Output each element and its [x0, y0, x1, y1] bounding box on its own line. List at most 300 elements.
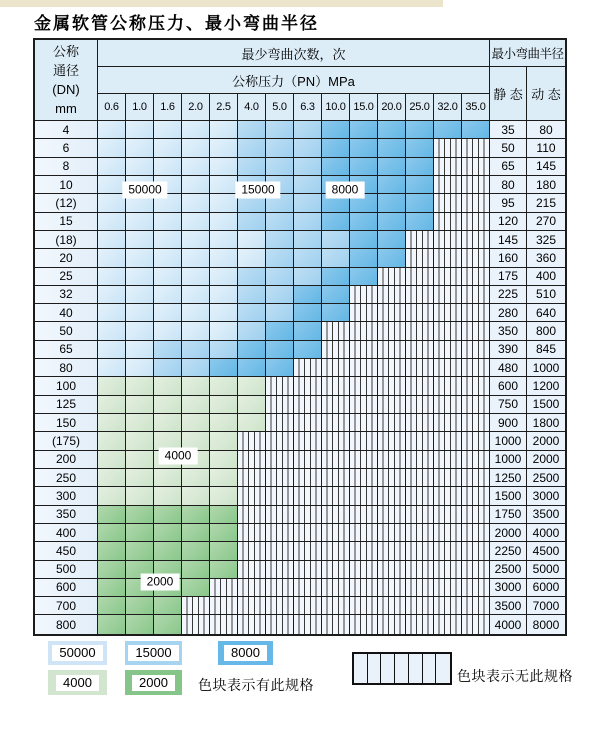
table-row [35, 451, 565, 469]
spec-cell-8000 [294, 286, 322, 304]
no-spec-cell [462, 286, 490, 304]
spec-cell-4000 [210, 396, 238, 414]
spec-cell-8000 [378, 158, 406, 176]
spec-cell-15000 [210, 341, 238, 359]
spec-cell-50000 [182, 322, 210, 340]
dn-cell: 40 [35, 304, 98, 322]
no-spec-cell [182, 597, 210, 615]
dn-cell: 200 [35, 451, 98, 469]
no-spec-cell [406, 322, 434, 340]
dynamic-radius-cell: 7000 [527, 597, 565, 615]
no-spec-cell [322, 542, 350, 560]
spec-cell-50000 [210, 176, 238, 194]
pressure-column-header: 4.0 [238, 94, 266, 121]
pressure-column-header: 0.6 [98, 94, 126, 121]
dynamic-radius-cell: 1000 [527, 359, 565, 377]
pressure-column-header: 2.0 [182, 94, 210, 121]
no-spec-cell [462, 377, 490, 395]
pressure-column-header: 35.0 [462, 94, 490, 121]
no-spec-cell [266, 579, 294, 597]
spec-cell-50000 [154, 231, 182, 249]
spec-cell-4000 [238, 414, 266, 432]
spec-cell-2000 [98, 561, 126, 579]
no-spec-cell [462, 506, 490, 524]
legend-swatch-8000 [218, 641, 273, 665]
spec-cell-15000 [294, 176, 322, 194]
spec-cell-4000 [182, 377, 210, 395]
no-spec-cell [294, 396, 322, 414]
spec-cell-2000 [182, 579, 210, 597]
table-row [35, 524, 565, 542]
spec-cell-4000 [210, 377, 238, 395]
no-spec-cell [266, 396, 294, 414]
spec-cell-50000 [182, 268, 210, 286]
no-spec-cell [462, 469, 490, 487]
dn-cell: 15 [35, 213, 98, 231]
spec-cell-8000 [322, 286, 350, 304]
no-spec-cell [434, 542, 462, 560]
legend-swatch-value: 8000 [224, 645, 267, 661]
no-spec-cell [294, 432, 322, 450]
spec-cell-50000 [98, 304, 126, 322]
spec-cell-2000 [98, 506, 126, 524]
no-spec-cell [434, 359, 462, 377]
no-spec-cell [462, 139, 490, 157]
static-radius-cell: 1750 [490, 506, 527, 524]
dn-cell: 10 [35, 176, 98, 194]
static-radius-cell: 4000 [490, 615, 527, 633]
spec-cell-50000 [182, 158, 210, 176]
no-spec-cell [238, 487, 266, 505]
no-spec-cell [406, 268, 434, 286]
pressure-column-header: 10.0 [322, 94, 350, 121]
spec-cell-15000 [294, 194, 322, 212]
no-spec-cell [322, 432, 350, 450]
spec-cell-15000 [266, 268, 294, 286]
spec-cell-4000 [126, 414, 154, 432]
spec-cell-15000 [238, 268, 266, 286]
spec-cell-50000 [210, 249, 238, 267]
no-spec-cell [462, 579, 490, 597]
dn-cell: 400 [35, 524, 98, 542]
spec-cell-4000 [98, 396, 126, 414]
spec-cell-8000 [210, 359, 238, 377]
spec-cell-8000 [322, 158, 350, 176]
no-spec-cell [434, 268, 462, 286]
spec-cell-50000 [154, 158, 182, 176]
spec-cell-8000 [266, 359, 294, 377]
spec-cell-4000 [98, 432, 126, 450]
no-spec-cell [350, 597, 378, 615]
static-radius-cell: 80 [490, 176, 527, 194]
pressure-column-header: 1.6 [154, 94, 182, 121]
spec-cell-50000 [98, 139, 126, 157]
dynamic-radius-cell: 145 [527, 158, 565, 176]
spec-cell-8000 [238, 341, 266, 359]
no-spec-cell [182, 615, 210, 633]
no-spec-cell [406, 542, 434, 560]
no-spec-cell [294, 561, 322, 579]
no-spec-cell [238, 615, 266, 633]
legend-swatch-15000 [125, 641, 182, 665]
spec-cell-50000 [126, 231, 154, 249]
no-spec-cell [462, 597, 490, 615]
spec-cell-15000 [238, 158, 266, 176]
dn-cell: 800 [35, 615, 98, 633]
spec-cell-50000 [98, 121, 126, 139]
header-dynamic: 动 态 [527, 67, 565, 121]
no-spec-cell [434, 469, 462, 487]
spec-cell-2000 [98, 524, 126, 542]
spec-cell-8000 [350, 139, 378, 157]
legend-no-spec-label: 色块表示无此规格 [457, 668, 573, 684]
table-row [35, 359, 565, 377]
no-spec-cell [350, 579, 378, 597]
dynamic-radius-cell: 1500 [527, 396, 565, 414]
header-dn-line2: 通径 [52, 63, 79, 78]
spec-cell-8000 [294, 341, 322, 359]
spec-cell-4000 [238, 377, 266, 395]
no-spec-cell [350, 286, 378, 304]
no-spec-cell [294, 524, 322, 542]
spec-cell-50000 [98, 249, 126, 267]
spec-cell-4000 [126, 432, 154, 450]
spec-cell-8000 [294, 304, 322, 322]
no-spec-cell [238, 597, 266, 615]
spec-cell-8000 [378, 139, 406, 157]
dynamic-radius-cell: 2000 [527, 432, 565, 450]
no-spec-cell [238, 579, 266, 597]
spec-cell-8000 [406, 194, 434, 212]
pressure-bend-table [33, 38, 567, 636]
spec-cell-50000 [98, 286, 126, 304]
no-spec-cell [434, 341, 462, 359]
spec-cell-4000 [238, 396, 266, 414]
table-row [35, 286, 565, 304]
legend-swatch-2000 [125, 670, 182, 695]
spec-cell-50000 [154, 322, 182, 340]
no-spec-cell [210, 579, 238, 597]
spec-cell-15000 [266, 249, 294, 267]
spec-cell-50000 [98, 359, 126, 377]
spec-cell-15000 [182, 359, 210, 377]
spec-cell-50000 [154, 286, 182, 304]
no-spec-cell [238, 542, 266, 560]
no-spec-cell [350, 432, 378, 450]
dynamic-radius-cell: 4000 [527, 524, 565, 542]
spec-cell-50000 [98, 158, 126, 176]
spec-cell-50000 [154, 268, 182, 286]
no-spec-cell [406, 359, 434, 377]
static-radius-cell: 120 [490, 213, 527, 231]
table-row [35, 542, 565, 560]
no-spec-cell [434, 158, 462, 176]
table-row [35, 322, 565, 340]
spec-cell-4000 [126, 377, 154, 395]
no-spec-cell [350, 487, 378, 505]
spec-cell-4000 [154, 396, 182, 414]
no-spec-cell [378, 414, 406, 432]
no-spec-cell [406, 341, 434, 359]
pressure-column-header: 6.3 [294, 94, 322, 121]
spec-cell-50000 [98, 231, 126, 249]
static-radius-cell: 50 [490, 139, 527, 157]
static-radius-cell: 280 [490, 304, 527, 322]
no-spec-cell [238, 451, 266, 469]
table-row [35, 249, 565, 267]
spec-cell-50000 [210, 158, 238, 176]
no-spec-cell [350, 615, 378, 633]
no-spec-cell [462, 158, 490, 176]
spec-cell-4000 [98, 377, 126, 395]
no-spec-cell [294, 359, 322, 377]
no-spec-cell [406, 615, 434, 633]
spec-cell-50000 [182, 213, 210, 231]
no-spec-cell [350, 322, 378, 340]
spec-cell-50000 [182, 304, 210, 322]
spec-cell-15000 [266, 231, 294, 249]
spec-cell-15000 [238, 121, 266, 139]
no-spec-cell [434, 396, 462, 414]
static-radius-cell: 2500 [490, 561, 527, 579]
spec-cell-4000 [154, 487, 182, 505]
spec-cell-2000 [182, 524, 210, 542]
spec-cell-2000 [154, 524, 182, 542]
table-row [35, 139, 565, 157]
no-spec-cell [406, 249, 434, 267]
static-radius-cell: 1000 [490, 432, 527, 450]
spec-cell-50000 [210, 121, 238, 139]
table-row [35, 194, 565, 212]
spec-cell-50000 [98, 322, 126, 340]
no-spec-cell [434, 377, 462, 395]
no-spec-cell [350, 469, 378, 487]
spec-cell-2000 [210, 524, 238, 542]
spec-cell-50000 [154, 121, 182, 139]
spec-cell-50000 [126, 249, 154, 267]
no-spec-cell [294, 451, 322, 469]
spec-cell-4000 [126, 451, 154, 469]
no-spec-cell [266, 597, 294, 615]
spec-cell-8000 [350, 121, 378, 139]
no-spec-cell [238, 469, 266, 487]
spec-cell-8000 [294, 322, 322, 340]
no-spec-cell [322, 615, 350, 633]
no-spec-cell [378, 286, 406, 304]
no-spec-cell [210, 615, 238, 633]
no-spec-cell [462, 542, 490, 560]
spec-cell-8000 [238, 359, 266, 377]
no-spec-cell [462, 432, 490, 450]
dynamic-radius-cell: 1800 [527, 414, 565, 432]
no-spec-cell [406, 506, 434, 524]
spec-cell-4000 [154, 377, 182, 395]
no-spec-cell [406, 286, 434, 304]
table-row [35, 506, 565, 524]
static-radius-cell: 145 [490, 231, 527, 249]
no-spec-cell [322, 377, 350, 395]
static-radius-cell: 1500 [490, 487, 527, 505]
spec-cell-15000 [238, 304, 266, 322]
header-bend-cycles: 最少弯曲次数，次 [98, 40, 490, 67]
no-spec-cell [378, 268, 406, 286]
no-spec-cell [294, 377, 322, 395]
dynamic-radius-cell: 2000 [527, 451, 565, 469]
dn-cell: (12) [35, 194, 98, 212]
no-spec-cell [322, 414, 350, 432]
spec-cell-50000 [210, 322, 238, 340]
no-spec-cell [378, 304, 406, 322]
no-spec-cell [434, 561, 462, 579]
dynamic-radius-cell: 400 [527, 268, 565, 286]
top-edge-strip [0, 0, 443, 7]
no-spec-cell [462, 249, 490, 267]
spec-cell-4000 [210, 432, 238, 450]
spec-cell-8000 [406, 139, 434, 157]
static-radius-cell: 900 [490, 414, 527, 432]
static-radius-cell: 3000 [490, 579, 527, 597]
dynamic-radius-cell: 2500 [527, 469, 565, 487]
spec-cell-8000 [406, 158, 434, 176]
table-row [35, 597, 565, 615]
table-row [35, 341, 565, 359]
no-spec-cell [462, 359, 490, 377]
no-spec-cell [406, 231, 434, 249]
dn-cell: 6 [35, 139, 98, 157]
spec-cell-8000 [322, 304, 350, 322]
spec-cell-8000 [322, 213, 350, 231]
spec-cell-50000 [154, 304, 182, 322]
no-spec-cell [322, 597, 350, 615]
no-spec-cell [322, 451, 350, 469]
static-radius-cell: 175 [490, 268, 527, 286]
no-spec-cell [406, 396, 434, 414]
no-spec-cell [462, 304, 490, 322]
spec-cell-4000 [98, 451, 126, 469]
spec-cell-2000 [98, 542, 126, 560]
no-spec-cell [322, 396, 350, 414]
dn-cell: 450 [35, 542, 98, 560]
dn-cell: 65 [35, 341, 98, 359]
no-spec-cell [350, 451, 378, 469]
no-spec-cell [378, 396, 406, 414]
spec-cell-4000 [210, 451, 238, 469]
dynamic-radius-cell: 640 [527, 304, 565, 322]
spec-cell-50000 [210, 268, 238, 286]
no-spec-cell [266, 487, 294, 505]
spec-cell-50000 [210, 304, 238, 322]
dynamic-radius-cell: 180 [527, 176, 565, 194]
no-spec-cell [350, 341, 378, 359]
no-spec-cell [294, 542, 322, 560]
header-dn-line3: (DN) [52, 82, 80, 97]
static-radius-cell: 600 [490, 377, 527, 395]
spec-cell-2000 [154, 506, 182, 524]
spec-cell-8000 [322, 139, 350, 157]
no-spec-cell [350, 414, 378, 432]
legend-swatch-value: 15000 [128, 645, 178, 661]
static-radius-cell: 1000 [490, 451, 527, 469]
spec-cell-2000 [126, 524, 154, 542]
table-row [35, 213, 565, 231]
dn-cell: (175) [35, 432, 98, 450]
dynamic-radius-cell: 360 [527, 249, 565, 267]
dynamic-radius-cell: 110 [527, 139, 565, 157]
no-spec-cell [434, 139, 462, 157]
dynamic-radius-cell: 6000 [527, 579, 565, 597]
table-row [35, 158, 565, 176]
no-spec-cell [462, 268, 490, 286]
spec-cell-4000 [210, 469, 238, 487]
table-row [35, 176, 565, 194]
table-row [35, 469, 565, 487]
no-spec-cell [378, 506, 406, 524]
no-spec-cell [266, 469, 294, 487]
spec-cell-4000 [154, 469, 182, 487]
no-spec-cell [266, 432, 294, 450]
no-spec-cell [350, 396, 378, 414]
spec-cell-50000 [182, 121, 210, 139]
static-radius-cell: 750 [490, 396, 527, 414]
cycle-count-label-2000: 2000 [141, 574, 180, 591]
cycle-count-label-15000: 15000 [235, 182, 280, 199]
table-row [35, 396, 565, 414]
dn-cell: 500 [35, 561, 98, 579]
no-spec-cell [406, 487, 434, 505]
spec-cell-15000 [238, 286, 266, 304]
no-spec-cell [322, 579, 350, 597]
spec-cell-50000 [154, 213, 182, 231]
static-radius-cell: 2000 [490, 524, 527, 542]
no-spec-cell [462, 341, 490, 359]
spec-cell-8000 [378, 249, 406, 267]
spec-cell-50000 [126, 286, 154, 304]
no-spec-cell [378, 341, 406, 359]
spec-cell-8000 [322, 121, 350, 139]
no-spec-cell [378, 359, 406, 377]
table-row [35, 561, 565, 579]
dn-cell: (18) [35, 231, 98, 249]
no-spec-cell [294, 597, 322, 615]
spec-cell-8000 [350, 158, 378, 176]
spec-cell-4000 [210, 414, 238, 432]
spec-cell-15000 [294, 121, 322, 139]
spec-cell-50000 [154, 139, 182, 157]
spec-cell-50000 [182, 139, 210, 157]
static-radius-cell: 390 [490, 341, 527, 359]
no-spec-cell [434, 432, 462, 450]
no-spec-cell [406, 469, 434, 487]
legend-swatch-value: 4000 [56, 675, 99, 691]
spec-cell-8000 [350, 231, 378, 249]
no-spec-cell [406, 524, 434, 542]
no-spec-cell [378, 597, 406, 615]
no-spec-cell [238, 506, 266, 524]
no-spec-cell [266, 506, 294, 524]
spec-cell-15000 [294, 139, 322, 157]
no-spec-cell [462, 451, 490, 469]
no-spec-cell [462, 396, 490, 414]
no-spec-cell [462, 322, 490, 340]
no-spec-cell [210, 597, 238, 615]
spec-cell-8000 [434, 121, 462, 139]
spec-cell-8000 [350, 213, 378, 231]
static-radius-cell: 160 [490, 249, 527, 267]
spec-cell-50000 [98, 341, 126, 359]
no-spec-cell [434, 414, 462, 432]
spec-cell-8000 [406, 121, 434, 139]
no-spec-cell [434, 506, 462, 524]
